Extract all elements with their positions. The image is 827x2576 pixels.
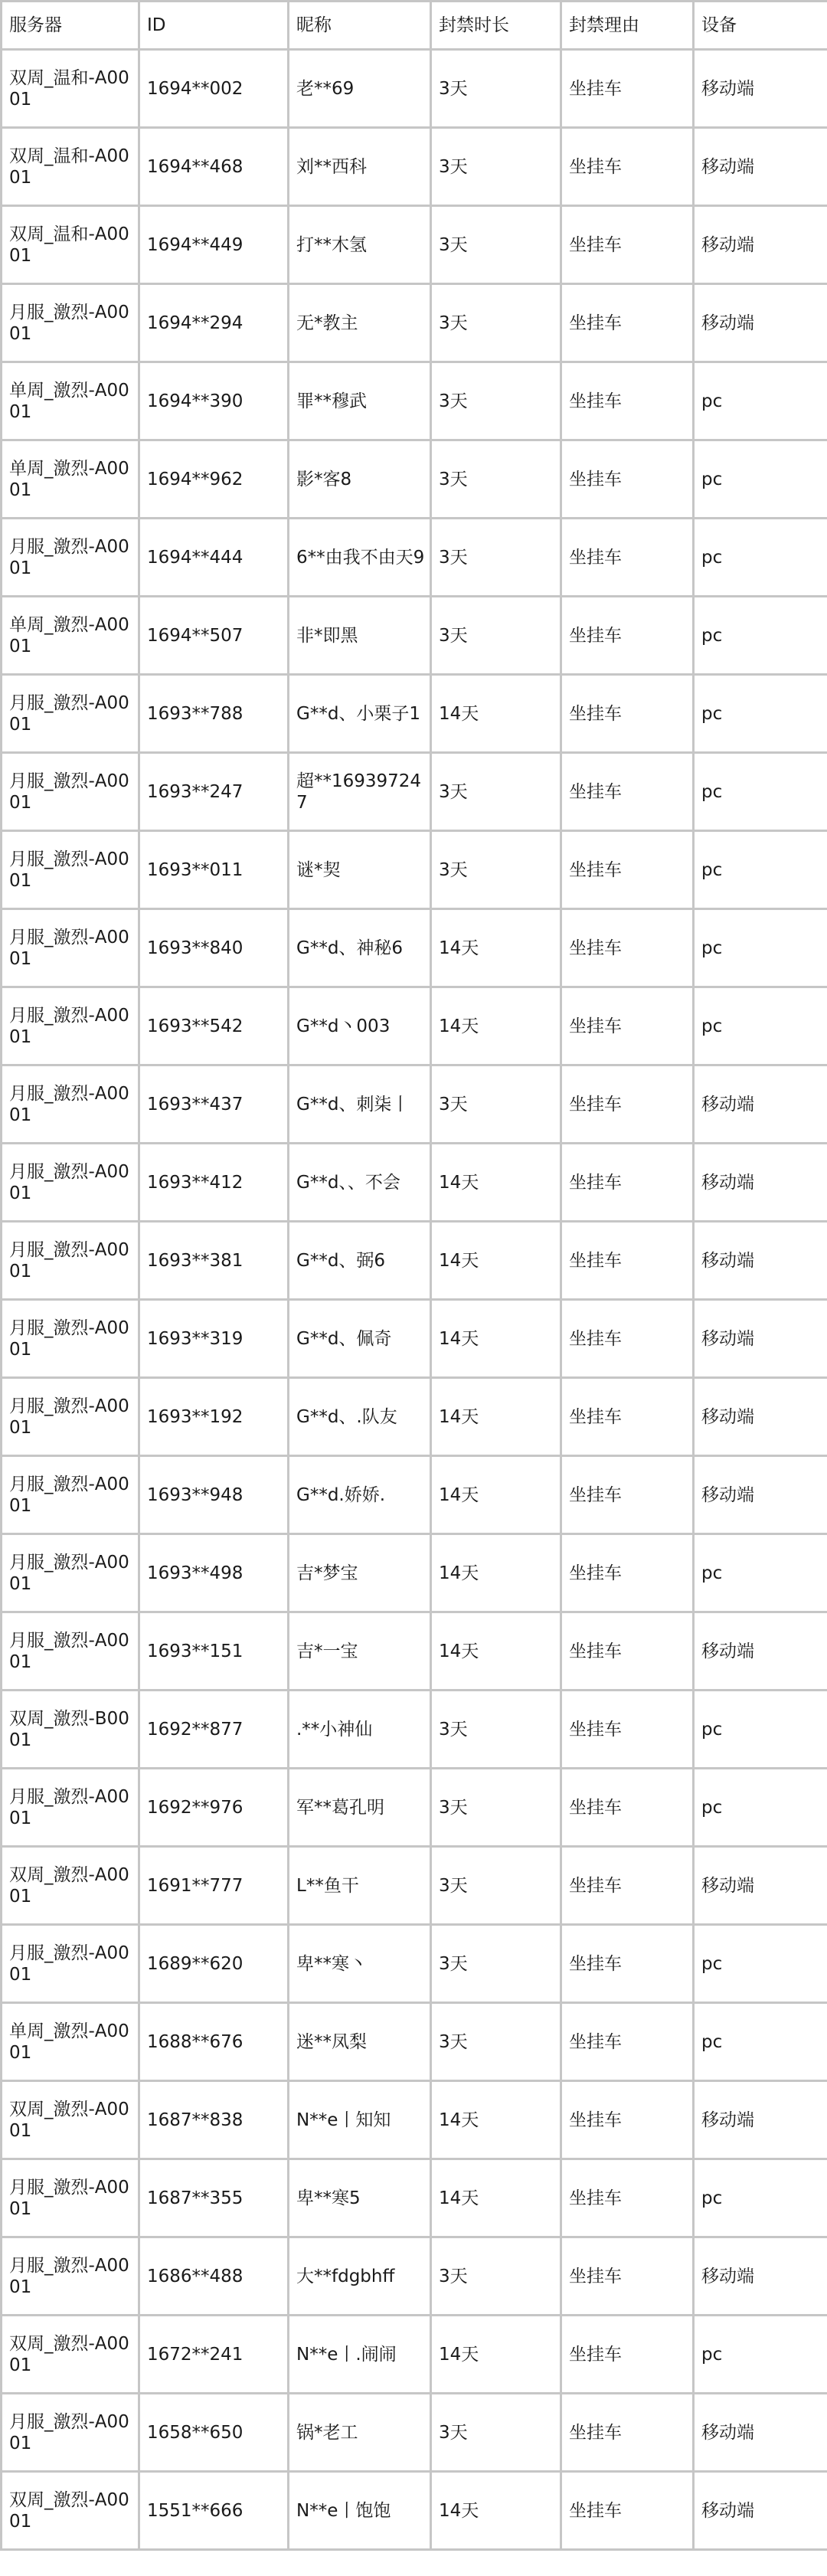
cell-server: 月服_激烈-A0001 — [2, 909, 139, 987]
cell-id: 1694**962 — [139, 440, 289, 519]
cell-server: 月服_激烈-A0001 — [2, 987, 139, 1065]
cell-ban-duration: 3天 — [431, 1847, 561, 1925]
table-row — [2, 2472, 827, 2550]
cell-server: 月服_激烈-A0001 — [2, 284, 139, 362]
cell-ban-reason: 坐挂车 — [561, 1222, 694, 1300]
table-row — [2, 1065, 827, 1144]
cell-device: pc — [694, 675, 827, 753]
table-row — [2, 1222, 827, 1300]
cell-nickname: 卑**寒丶 — [289, 1925, 431, 2003]
header-id: ID — [139, 2, 289, 50]
table-row — [2, 1144, 827, 1222]
table-row — [2, 440, 827, 519]
cell-device: 移动端 — [694, 2081, 827, 2159]
cell-ban-reason: 坐挂车 — [561, 675, 694, 753]
table-row — [2, 1612, 827, 1691]
cell-ban-duration: 14天 — [431, 1300, 561, 1378]
cell-server: 月服_激烈-A0001 — [2, 2237, 139, 2316]
cell-id: 1693**319 — [139, 1300, 289, 1378]
cell-server: 单周_激烈-A0001 — [2, 440, 139, 519]
cell-nickname: 超**169397247 — [289, 753, 431, 831]
cell-ban-reason: 坐挂车 — [561, 2316, 694, 2394]
cell-ban-reason: 坐挂车 — [561, 2159, 694, 2237]
cell-device: pc — [694, 1925, 827, 2003]
table-row — [2, 2081, 827, 2159]
cell-nickname: G**d、神秘6 — [289, 909, 431, 987]
table-row — [2, 2003, 827, 2081]
cell-device: pc — [694, 362, 827, 440]
cell-id: 1687**355 — [139, 2159, 289, 2237]
cell-ban-reason: 坐挂车 — [561, 2081, 694, 2159]
table-row — [2, 1456, 827, 1534]
cell-server: 月服_激烈-A0001 — [2, 2394, 139, 2472]
cell-nickname: G**d、.队友 — [289, 1378, 431, 1456]
cell-server: 双周_温和-A0001 — [2, 50, 139, 128]
cell-id: 1686**488 — [139, 2237, 289, 2316]
cell-ban-duration: 14天 — [431, 987, 561, 1065]
cell-server: 单周_激烈-A0001 — [2, 597, 139, 675]
header-ban-duration: 封禁时长 — [431, 2, 561, 50]
cell-server: 月服_激烈-A0001 — [2, 753, 139, 831]
cell-nickname: G**d、小栗子1 — [289, 675, 431, 753]
table-row — [2, 2316, 827, 2394]
cell-ban-duration: 3天 — [431, 1065, 561, 1144]
cell-id: 1693**437 — [139, 1065, 289, 1144]
table-row — [2, 1300, 827, 1378]
cell-server: 月服_激烈-A0001 — [2, 1065, 139, 1144]
cell-nickname: 锅*老工 — [289, 2394, 431, 2472]
cell-nickname: 吉*梦宝 — [289, 1534, 431, 1612]
cell-nickname: N**e丨.闹闹 — [289, 2316, 431, 2394]
table-row — [2, 831, 827, 909]
cell-id: 1692**877 — [139, 1691, 289, 1769]
cell-ban-duration: 3天 — [431, 1925, 561, 2003]
cell-id: 1694**507 — [139, 597, 289, 675]
cell-nickname: N**e丨饱饱 — [289, 2472, 431, 2550]
cell-device: pc — [694, 987, 827, 1065]
cell-nickname: G**d、刺柒丨 — [289, 1065, 431, 1144]
table-row — [2, 1925, 827, 2003]
cell-server: 双周_激烈-A0001 — [2, 2316, 139, 2394]
cell-ban-duration: 3天 — [431, 284, 561, 362]
table-body — [2, 50, 827, 2550]
cell-ban-duration: 3天 — [431, 519, 561, 597]
cell-ban-duration: 14天 — [431, 909, 561, 987]
cell-server: 双周_温和-A0001 — [2, 206, 139, 284]
cell-id: 1694**390 — [139, 362, 289, 440]
cell-ban-duration: 3天 — [431, 206, 561, 284]
cell-ban-reason: 坐挂车 — [561, 1065, 694, 1144]
cell-nickname: 谜*契 — [289, 831, 431, 909]
table-row — [2, 1534, 827, 1612]
cell-device: pc — [694, 1534, 827, 1612]
table-row — [2, 2159, 827, 2237]
cell-device: 移动端 — [694, 206, 827, 284]
cell-server: 月服_激烈-A0001 — [2, 1769, 139, 1847]
table-row — [2, 597, 827, 675]
cell-ban-reason: 坐挂车 — [561, 2003, 694, 2081]
cell-device: pc — [694, 440, 827, 519]
header-ban-reason: 封禁理由 — [561, 2, 694, 50]
cell-id: 1687**838 — [139, 2081, 289, 2159]
cell-ban-duration: 3天 — [431, 128, 561, 206]
cell-device: pc — [694, 2316, 827, 2394]
cell-ban-duration: 14天 — [431, 1222, 561, 1300]
cell-id: 1688**676 — [139, 2003, 289, 2081]
cell-ban-reason: 坐挂车 — [561, 597, 694, 675]
cell-server: 月服_激烈-A0001 — [2, 519, 139, 597]
cell-server: 月服_激烈-A0001 — [2, 1534, 139, 1612]
table-row — [2, 50, 827, 128]
cell-nickname: G**d丶003 — [289, 987, 431, 1065]
cell-nickname: .**小神仙 — [289, 1691, 431, 1769]
cell-ban-reason: 坐挂车 — [561, 831, 694, 909]
cell-device: pc — [694, 597, 827, 675]
cell-ban-duration: 14天 — [431, 1378, 561, 1456]
cell-device: 移动端 — [694, 1300, 827, 1378]
cell-server: 单周_激烈-A0001 — [2, 362, 139, 440]
cell-server: 双周_激烈-B0001 — [2, 1691, 139, 1769]
cell-device: 移动端 — [694, 1378, 827, 1456]
cell-ban-reason: 坐挂车 — [561, 1300, 694, 1378]
cell-device: pc — [694, 753, 827, 831]
cell-ban-reason: 坐挂车 — [561, 1925, 694, 2003]
cell-id: 1694**002 — [139, 50, 289, 128]
cell-ban-reason: 坐挂车 — [561, 50, 694, 128]
cell-server: 月服_激烈-A0001 — [2, 1300, 139, 1378]
cell-id: 1689**620 — [139, 1925, 289, 2003]
cell-ban-duration: 14天 — [431, 1144, 561, 1222]
cell-nickname: 6**由我不由天9 — [289, 519, 431, 597]
cell-server: 月服_激烈-A0001 — [2, 1925, 139, 2003]
cell-device: 移动端 — [694, 1222, 827, 1300]
cell-ban-reason: 坐挂车 — [561, 128, 694, 206]
table-row — [2, 1378, 827, 1456]
cell-nickname: 非*即黑 — [289, 597, 431, 675]
cell-ban-reason: 坐挂车 — [561, 1847, 694, 1925]
cell-device: 移动端 — [694, 1456, 827, 1534]
table-row — [2, 1769, 827, 1847]
cell-nickname: G**d、佩奇 — [289, 1300, 431, 1378]
cell-ban-duration: 3天 — [431, 1769, 561, 1847]
table-row — [2, 2237, 827, 2316]
cell-device: 移动端 — [694, 2394, 827, 2472]
cell-ban-duration: 14天 — [431, 2472, 561, 2550]
cell-nickname: G**d.娇娇. — [289, 1456, 431, 1534]
cell-id: 1693**011 — [139, 831, 289, 909]
cell-nickname: 罪**穆武 — [289, 362, 431, 440]
header-device: 设备 — [694, 2, 827, 50]
table-row — [2, 1691, 827, 1769]
cell-ban-duration: 14天 — [431, 1456, 561, 1534]
table-row — [2, 675, 827, 753]
cell-nickname: N**e丨知知 — [289, 2081, 431, 2159]
cell-ban-duration: 14天 — [431, 2316, 561, 2394]
cell-id: 1693**788 — [139, 675, 289, 753]
cell-id: 1693**381 — [139, 1222, 289, 1300]
cell-id: 1694**468 — [139, 128, 289, 206]
cell-nickname: 老**69 — [289, 50, 431, 128]
cell-ban-duration: 3天 — [431, 440, 561, 519]
cell-id: 1693**192 — [139, 1378, 289, 1456]
cell-server: 月服_激烈-A0001 — [2, 831, 139, 909]
table-row — [2, 284, 827, 362]
cell-device: 移动端 — [694, 1144, 827, 1222]
cell-ban-reason: 坐挂车 — [561, 2472, 694, 2550]
cell-id: 1551**666 — [139, 2472, 289, 2550]
cell-id: 1694**444 — [139, 519, 289, 597]
cell-server: 月服_激烈-A0001 — [2, 1456, 139, 1534]
cell-server: 月服_激烈-A0001 — [2, 675, 139, 753]
cell-server: 月服_激烈-A0001 — [2, 1378, 139, 1456]
cell-nickname: 迷**凤梨 — [289, 2003, 431, 2081]
cell-nickname: 打**木氢 — [289, 206, 431, 284]
cell-ban-duration: 14天 — [431, 1534, 561, 1612]
cell-server: 双周_激烈-A0001 — [2, 2472, 139, 2550]
cell-device: 移动端 — [694, 2472, 827, 2550]
cell-id: 1693**412 — [139, 1144, 289, 1222]
cell-device: pc — [694, 2003, 827, 2081]
cell-id: 1692**976 — [139, 1769, 289, 1847]
cell-device: pc — [694, 1691, 827, 1769]
cell-ban-reason: 坐挂车 — [561, 987, 694, 1065]
table-row — [2, 206, 827, 284]
cell-id: 1694**449 — [139, 206, 289, 284]
cell-nickname: 刘**西科 — [289, 128, 431, 206]
cell-server: 月服_激烈-A0001 — [2, 1222, 139, 1300]
cell-server: 双周_激烈-A0001 — [2, 1847, 139, 1925]
cell-device: pc — [694, 1769, 827, 1847]
cell-server: 月服_激烈-A0001 — [2, 2159, 139, 2237]
cell-ban-duration: 3天 — [431, 2237, 561, 2316]
cell-ban-reason: 坐挂车 — [561, 284, 694, 362]
cell-nickname: G**d、弼6 — [289, 1222, 431, 1300]
cell-ban-reason: 坐挂车 — [561, 909, 694, 987]
cell-id: 1693**498 — [139, 1534, 289, 1612]
cell-ban-duration: 3天 — [431, 1691, 561, 1769]
cell-device: pc — [694, 831, 827, 909]
cell-nickname: G**d、、不会 — [289, 1144, 431, 1222]
cell-id: 1693**542 — [139, 987, 289, 1065]
cell-ban-reason: 坐挂车 — [561, 1456, 694, 1534]
cell-ban-duration: 3天 — [431, 753, 561, 831]
cell-ban-reason: 坐挂车 — [561, 362, 694, 440]
cell-device: 移动端 — [694, 2237, 827, 2316]
cell-nickname: 吉*一宝 — [289, 1612, 431, 1691]
cell-ban-reason: 坐挂车 — [561, 519, 694, 597]
cell-ban-duration: 3天 — [431, 831, 561, 909]
cell-device: pc — [694, 2159, 827, 2237]
cell-ban-duration: 3天 — [431, 50, 561, 128]
table-row — [2, 987, 827, 1065]
cell-ban-duration: 3天 — [431, 2003, 561, 2081]
cell-ban-reason: 坐挂车 — [561, 1691, 694, 1769]
cell-server: 双周_温和-A0001 — [2, 128, 139, 206]
cell-ban-reason: 坐挂车 — [561, 1612, 694, 1691]
cell-ban-reason: 坐挂车 — [561, 1534, 694, 1612]
header-server: 服务器 — [2, 2, 139, 50]
cell-ban-reason: 坐挂车 — [561, 753, 694, 831]
cell-device: 移动端 — [694, 1847, 827, 1925]
cell-id: 1672**241 — [139, 2316, 289, 2394]
table-row — [2, 909, 827, 987]
cell-ban-reason: 坐挂车 — [561, 2394, 694, 2472]
cell-device: 移动端 — [694, 1612, 827, 1691]
cell-nickname: L**鱼干 — [289, 1847, 431, 1925]
cell-ban-duration: 3天 — [431, 597, 561, 675]
cell-device: 移动端 — [694, 284, 827, 362]
cell-ban-duration: 3天 — [431, 362, 561, 440]
cell-server: 单周_激烈-A0001 — [2, 2003, 139, 2081]
cell-id: 1691**777 — [139, 1847, 289, 1925]
cell-nickname: 大**fdgbhff — [289, 2237, 431, 2316]
table-row — [2, 362, 827, 440]
cell-nickname: 卑**寒5 — [289, 2159, 431, 2237]
cell-id: 1694**294 — [139, 284, 289, 362]
cell-ban-reason: 坐挂车 — [561, 1769, 694, 1847]
cell-ban-reason: 坐挂车 — [561, 206, 694, 284]
cell-device: pc — [694, 519, 827, 597]
table-header-row — [2, 2, 827, 50]
cell-id: 1693**948 — [139, 1456, 289, 1534]
cell-server: 月服_激烈-A0001 — [2, 1144, 139, 1222]
cell-nickname: 军**葛孔明 — [289, 1769, 431, 1847]
cell-ban-duration: 3天 — [431, 2394, 561, 2472]
cell-ban-duration: 14天 — [431, 2081, 561, 2159]
cell-id: 1658**650 — [139, 2394, 289, 2472]
table-row — [2, 519, 827, 597]
table-row — [2, 753, 827, 831]
cell-device: pc — [694, 909, 827, 987]
cell-id: 1693**247 — [139, 753, 289, 831]
cell-ban-duration: 14天 — [431, 675, 561, 753]
cell-nickname: 影*客8 — [289, 440, 431, 519]
cell-nickname: 无*教主 — [289, 284, 431, 362]
cell-id: 1693**840 — [139, 909, 289, 987]
cell-ban-reason: 坐挂车 — [561, 1378, 694, 1456]
cell-device: 移动端 — [694, 50, 827, 128]
cell-server: 双周_激烈-A0001 — [2, 2081, 139, 2159]
cell-device: 移动端 — [694, 1065, 827, 1144]
cell-ban-reason: 坐挂车 — [561, 1144, 694, 1222]
cell-ban-duration: 14天 — [431, 2159, 561, 2237]
table-row — [2, 2394, 827, 2472]
header-nickname: 昵称 — [289, 2, 431, 50]
cell-ban-reason: 坐挂车 — [561, 440, 694, 519]
cell-server: 月服_激烈-A0001 — [2, 1612, 139, 1691]
table-row — [2, 128, 827, 206]
table-row — [2, 1847, 827, 1925]
cell-ban-reason: 坐挂车 — [561, 2237, 694, 2316]
cell-ban-duration: 14天 — [431, 1612, 561, 1691]
cell-device: 移动端 — [694, 128, 827, 206]
cell-id: 1693**151 — [139, 1612, 289, 1691]
